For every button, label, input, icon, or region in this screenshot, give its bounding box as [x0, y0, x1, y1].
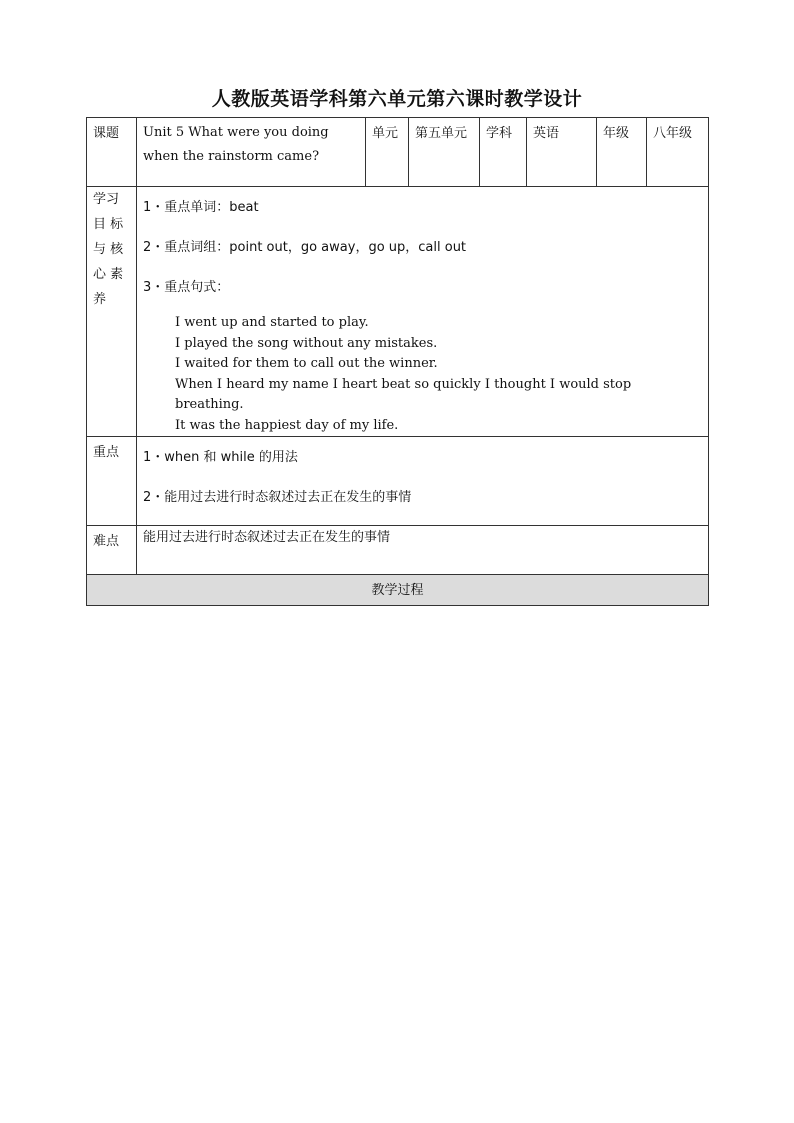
subject-label: 学科 — [480, 118, 527, 187]
lesson-plan-table — [86, 117, 709, 606]
grade-label: 年级 — [597, 118, 647, 187]
difficulties-content: 能用过去进行时态叙述过去正在发生的事情 — [137, 526, 709, 575]
difficulties-row — [87, 526, 709, 575]
process-header: 教学过程 — [87, 575, 709, 606]
unit-value: 第五单元 — [409, 118, 480, 187]
objectives-label-line: 与 核 — [93, 242, 124, 257]
sentence: It was the happiest day of my life. — [175, 417, 399, 433]
sentence-list — [175, 313, 702, 436]
key-points-content — [137, 437, 709, 526]
header-row — [87, 118, 709, 187]
objectives-label — [87, 187, 137, 437]
objectives-row — [87, 187, 709, 437]
sentence: I waited for them to call out the winner. — [175, 356, 438, 371]
sentence: When I heard my name I heart beat so quickly I thought I would stop breathing. — [175, 376, 632, 412]
objectives-label-line: 目 标 — [93, 217, 124, 232]
objective-item-phrases: 2・重点词组：point out，go away，go up，call out — [143, 240, 467, 255]
objectives-content — [137, 187, 709, 437]
sentence: I went up and started to play. — [175, 315, 369, 330]
objectives-label-line: 学习 — [93, 192, 120, 207]
process-row — [87, 575, 709, 606]
objectives-label-line: 养 — [93, 292, 107, 307]
objective-item-words: 1・重点单词：beat — [143, 200, 259, 215]
key-point-item: 2・能用过去进行时态叙述过去正在发生的事情 — [143, 490, 412, 505]
key-point-item: 1・when 和 while 的用法 — [143, 450, 298, 465]
topic-line-2: when the rainstorm came? — [143, 149, 320, 164]
topic-line-1: Unit 5 What were you doing — [143, 125, 329, 140]
grade-value: 八年级 — [647, 118, 709, 187]
objective-item-sentences: 3・重点句式： — [143, 280, 230, 295]
key-points-row — [87, 437, 709, 526]
document-title: 人教版英语学科第六单元第六课时教学设计 — [211, 88, 583, 110]
topic-label: 课题 — [87, 118, 137, 187]
sentence: I played the song without any mistakes. — [175, 335, 438, 351]
objectives-label-line: 心 素 — [93, 267, 124, 282]
key-points-label: 重点 — [87, 437, 137, 526]
subject-value: 英语 — [527, 118, 597, 187]
unit-label: 单元 — [366, 118, 409, 187]
difficulties-label: 难点 — [87, 526, 137, 575]
topic-value — [137, 118, 366, 187]
